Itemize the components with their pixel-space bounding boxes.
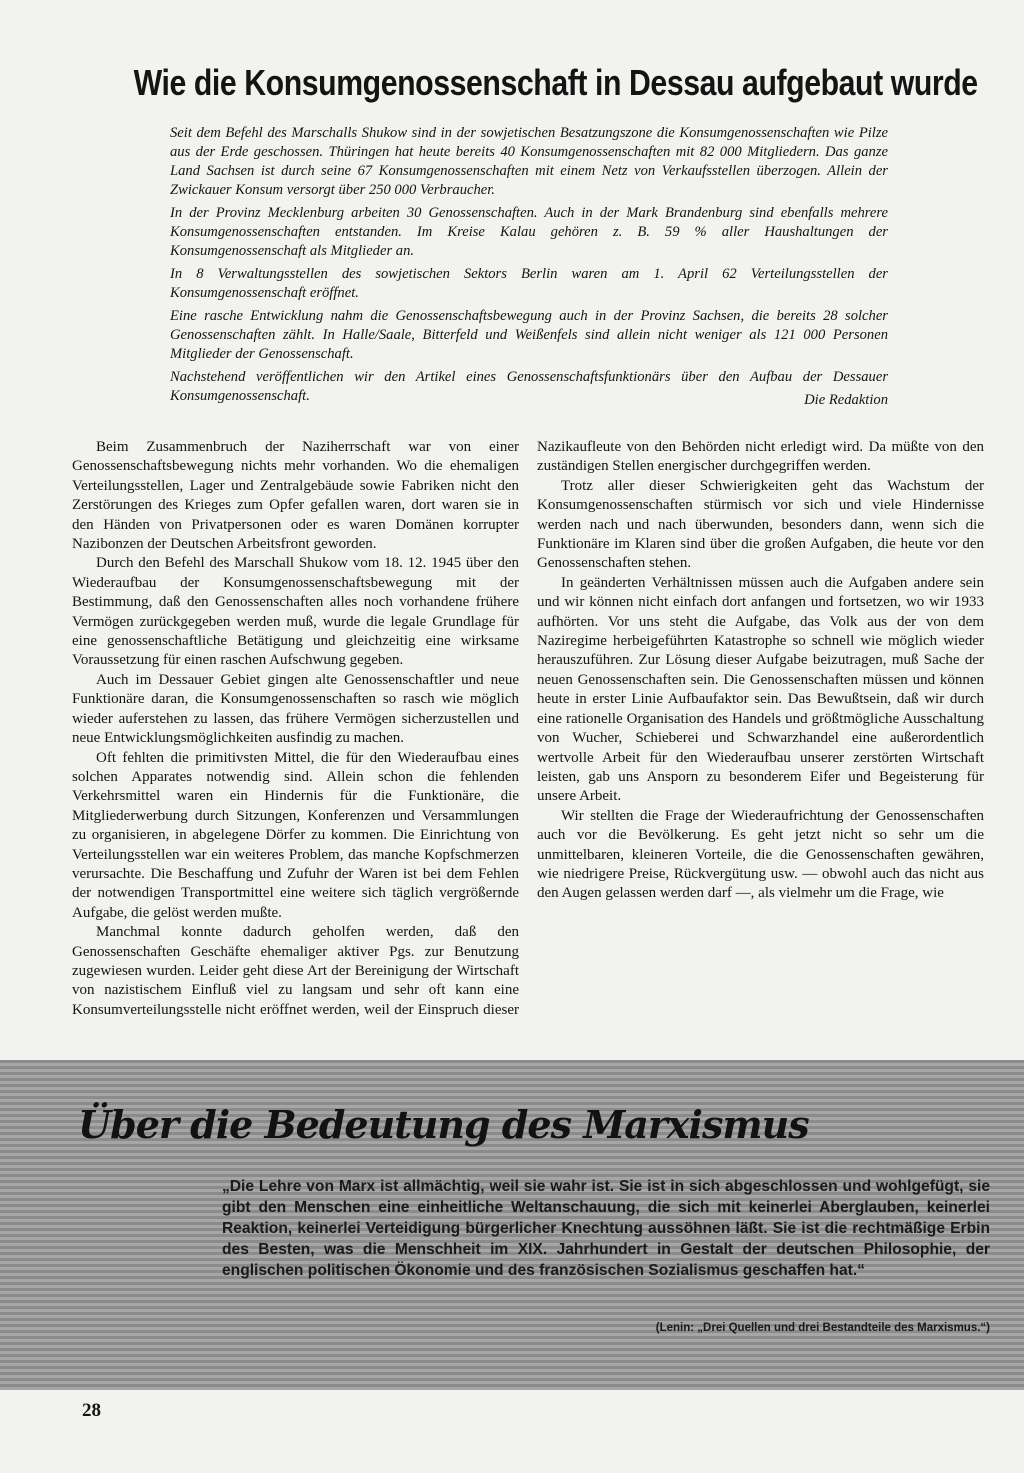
quote-text: „Die Lehre von Marx ist allmächtig, weil sie wahr ist. Sie ist in sich abgeschlossen und wohlgefügt, sie gibt den Menschen eine einheitliche Weltanschauung, die sich mit keinerlei Aberglauben, keinerlei Reaktion, keinerlei Verteidigung bürgerlicher Knechtung aussöhnen läßt. Sie ist die rechtmäßige Erbin des Besten, was die Menschheit im XIX. Jahrhundert in Gestalt der deutschen Philosophie, der englischen politischen Ökonomie und des französischen Sozialismus geschaffen hat.“	[222, 1178, 990, 1279]
intro-paragraph: Seit dem Befehl des Marschalls Shukow sind in der sowjetischen Besatzungszone die Konsumgenossenschaften wie Pilze aus der Erde geschossen. Thüringen hat heute bereits 40 Konsumgenossenschaften mit 82 000 Mitgliedern. Das ganze Land Sachsen ist durch seine 67 Konsumgenossenschaften mit einem Netz von Verkaufsstellen überzogen. Allein der Zwickauer Konsum versorgt über 250 000 Verbraucher.	[170, 125, 888, 198]
quote-source: (Lenin: „Drei Quellen und drei Bestandteile des Marxismus.“)	[655, 1322, 990, 1334]
intro-paragraph: Nachstehend veröffentlichen wir den Artikel eines Genossenschaftsfunktionärs über den Aufbau der Dessauer Konsumgenossenschaft.	[170, 369, 888, 404]
intro-paragraph: In der Provinz Mecklenburg arbeiten 30 Genossenschaften. Auch in der Mark Brandenburg sind ebenfalls mehrere Konsumgenossenschaften entstanden. Im Kreise Kalau gehören z. B. 59 % aller Haushaltungen der Konsumgenossenschaft als Mitglieder an.	[170, 205, 888, 259]
intro-paragraph: Eine rasche Entwicklung nahm die Genossenschaftsbewegung auch in der Provinz Sachsen, die bereits 28 solcher Genossenschaften zählt. In Halle/Saale, Bitterfeld und Weißenfels sind allein nicht weniger als 121 000 Personen Mitglieder der Genossenschaft.	[170, 308, 888, 362]
quote-box-title: Über die Bedeutung des Marxismus	[78, 1102, 809, 1147]
article-headline: Wie die Konsumgenossenschaft in Dessau aufgebaut wurde	[133, 62, 978, 103]
body-paragraph: Oft fehlten die primitivsten Mittel, die für den Wiederaufbau eines solchen Apparates notwendig sind. Allein schon die fehlenden Verkehrsmittel waren ein Hindernis für die Funktionäre, die Mitgliederwerbung durch Sitzungen, Konferenzen und Versammlungen zu organisieren, in abgelegene Dörfer zu kommen. Die Einrichtung von Verteilungsstellen war ein weiteres Problem, das manche Kopfschmerzen verursachte. Die Beschaffung und Zufuhr der Waren ist bei dem Fehlen der notwendigen Transportmittel eine weitere sich täglich vergrößernde Aufgabe, die gelöst werden mußte.	[72, 749, 519, 921]
body-paragraph: Auch im Dessauer Gebiet gingen alte Genossenschaftler und neue Funktionäre daran, die Konsumgenossenschaften so rasch wie möglich wieder auferstehen zu lassen, das frühere Vermögen sicherzustellen und neue Entwicklungsmöglichkeiten ausfindig zu machen.	[72, 671, 519, 747]
body-paragraph: In geänderten Verhältnissen müssen auch die Aufgaben andere sein und wir können nicht einfach dort anfangen und fortsetzen, wo wir 1933 aufhörten. Vor uns steht die Aufgabe, das Volk aus der von dem Naziregime herbeigeführten Katastrophe so schnell wie möglich wieder herauszuführen. Zur Lösung dieser Aufgabe beizutragen, muß Sache der neuen Genossenschaften sein. Die Genossenschaften müssen und können heute in erster Linie Aufbaufaktor sein. Das Bewußtsein, daß wir durch eine rationelle Organisation des Handels und größtmögliche Ausschaltung von Wucher, Schieberei und Schwarzhandel eine außerordentlich wertvolle Arbeit für den Wiederaufbau unserer zerstörten Wirtschaft leisten, gab uns Ansporn zu besonderem Eifer und Begeisterung für unsere Arbeit.	[537, 574, 984, 805]
intro-paragraph: In 8 Verwaltungsstellen des sowjetischen Sektors Berlin waren am 1. April 62 Verteilungsstellen der Konsumgenossenschaft eröffnet.	[170, 266, 888, 301]
article-body	[72, 438, 984, 1030]
editorial-intro	[170, 124, 888, 410]
body-paragraph: Manchmal konnte dadurch geholfen werden, daß den Genossenschaften Geschäfte ehemaliger aktiver Pgs. zur Benutzung zugewiesen wurden. Leider geht diese Art der Bereinigung der Wirtschaft von nazistischem Einfluß viel zu langsam und sehr oft kann eine Konsumverteilungsstelle nicht eröffnet werden, weil der Einspruch dieser Nazikaufleute von den Behörden nicht erledigt wird. Da müßte von den zuständigen Stellen energischer durchgegriffen werden.	[72, 439, 984, 1018]
body-paragraph: Durch den Befehl des Marschall Shukow vom 18. 12. 1945 über den Wiederaufbau der Konsumgenossenschaftsbewegung mit der Bestimmung, daß den Genossenschaften alles noch vorhandene frühere Vermögen zurückgegeben werden muß, wurde die legale Grundlage für eine genossenschaftliche Betätigung und gleichzeitig eine wirksame Voraussetzung für einen raschen Aufschwung gegeben.	[72, 555, 519, 669]
body-paragraph: Wir stellten die Frage der Wiederaufrichtung der Genossenschaften auch vor die Bevölkerung. Es geht jetzt nicht so sehr um die unmittelbaren, kleineren Vorteile, die die Genossenschaften gewähren, wie niedrigere Preise, Rückvergütung usw. — obwohl auch das nicht aus den Augen gelassen werden darf —, als vielmehr um die Frage, wie	[537, 807, 984, 902]
page-number: 28	[82, 1400, 101, 1421]
body-paragraph: Trotz aller dieser Schwierigkeiten geht das Wachstum der Konsumgenossenschaften stürmisch vor sich und viele Hindernisse werden nach und nach überwunden, besonders dann, wenn sich die Funktionäre im Klaren sind über die großen Aufgaben, die heute vor den Genossenschaften stehen.	[537, 477, 984, 572]
editorial-signature: Die Redaktion	[804, 392, 888, 408]
quote-box	[0, 1060, 1024, 1390]
body-paragraph: Beim Zusammenbruch der Naziherrschaft war von einer Genossenschaftsbewegung nichts mehr vorhanden. Wo die ehemaligen Verteilungsstellen, Lager und Zentralgebäude sowie Fabriken nicht den Zerstörungen des Krieges zum Opfer gefallen waren, dort waren sie in den Händen von Privatpersonen oder es waren Domänen korrupter Nazibonzen der Deutschen Arbeitsfront geworden.	[72, 439, 519, 553]
